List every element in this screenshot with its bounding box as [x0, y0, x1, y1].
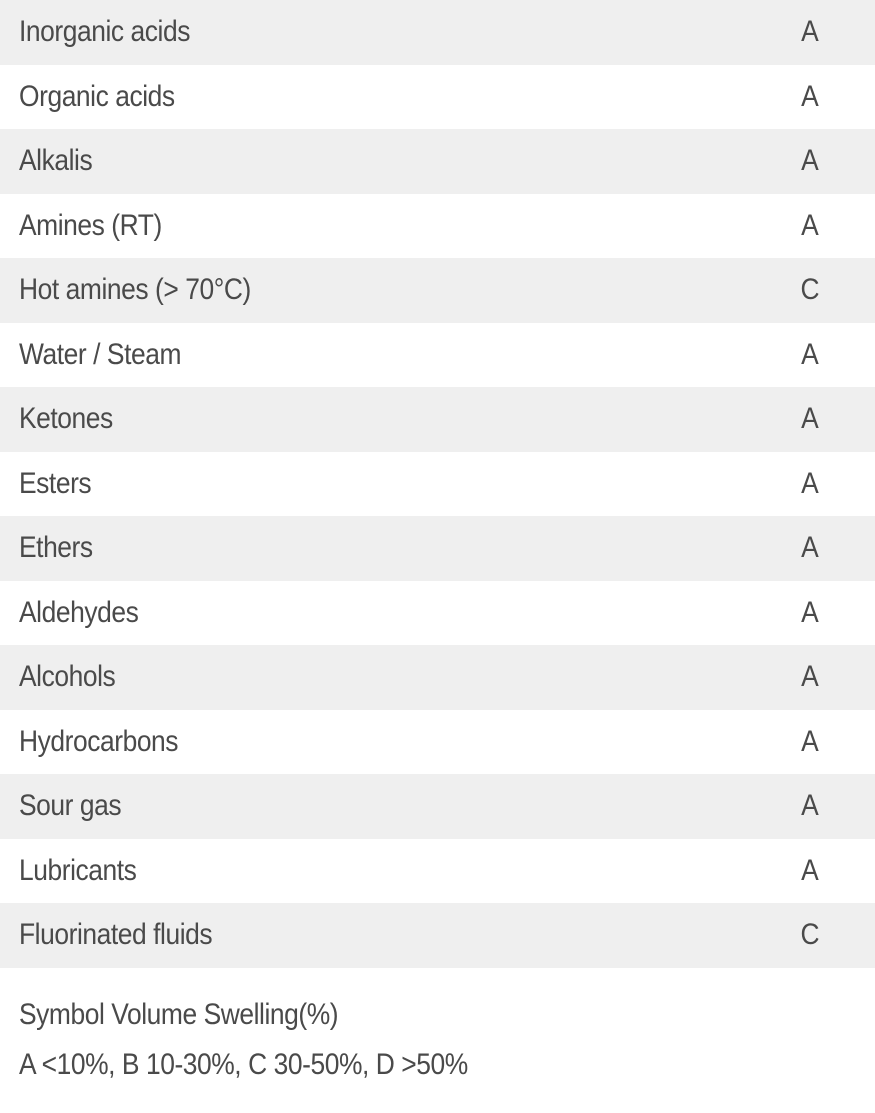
legend-heading: Symbol Volume Swelling(%) — [19, 997, 339, 1031]
resistance-rating: A — [801, 531, 819, 565]
resistance-rating: A — [801, 79, 819, 113]
resistance-rating: A — [801, 789, 819, 823]
chemical-name: Water / Steam — [19, 337, 182, 371]
resistance-rating: A — [801, 595, 819, 629]
resistance-rating: A — [801, 208, 819, 242]
resistance-rating: A — [801, 15, 819, 49]
table-row — [0, 194, 875, 259]
table-row — [0, 774, 875, 839]
table-row — [0, 258, 875, 323]
resistance-rating: A — [801, 337, 819, 371]
resistance-rating: A — [801, 466, 819, 500]
chemical-name: Esters — [19, 466, 92, 500]
swelling-legend — [0, 990, 875, 1090]
resistance-rating: A — [801, 144, 819, 178]
legend-scale: A <10%, B 10-30%, C 30-50%, D >50% — [19, 1047, 468, 1081]
chemical-name: Hydrocarbons — [19, 724, 179, 758]
table-row — [0, 129, 875, 194]
table-row — [0, 452, 875, 517]
chemical-name: Lubricants — [19, 853, 137, 887]
chemical-name: Ketones — [19, 402, 113, 436]
table-row — [0, 65, 875, 130]
table-row — [0, 581, 875, 646]
chemical-name: Hot amines (> 70°C) — [19, 273, 251, 307]
table-row — [0, 0, 875, 65]
table-row — [0, 516, 875, 581]
resistance-rating: A — [801, 724, 819, 758]
table-row — [0, 839, 875, 904]
chemical-name: Alcohols — [19, 660, 116, 694]
resistance-rating: A — [801, 660, 819, 694]
table-row — [0, 903, 875, 968]
table-row — [0, 645, 875, 710]
table-row — [0, 710, 875, 775]
resistance-rating: C — [800, 273, 820, 307]
chemical-name: Fluorinated fluids — [19, 918, 213, 952]
chemical-name: Ethers — [19, 531, 93, 565]
chemical-name: Alkalis — [19, 144, 93, 178]
chemical-name: Amines (RT) — [19, 208, 162, 242]
chemical-name: Sour gas — [19, 789, 122, 823]
chemical-name: Aldehydes — [19, 595, 139, 629]
table-row — [0, 323, 875, 388]
table-row — [0, 387, 875, 452]
resistance-rating: A — [801, 853, 819, 887]
resistance-rating: A — [801, 402, 819, 436]
chemical-name: Organic acids — [19, 79, 175, 113]
chemical-name: Inorganic acids — [19, 15, 190, 49]
resistance-rating: C — [800, 918, 820, 952]
